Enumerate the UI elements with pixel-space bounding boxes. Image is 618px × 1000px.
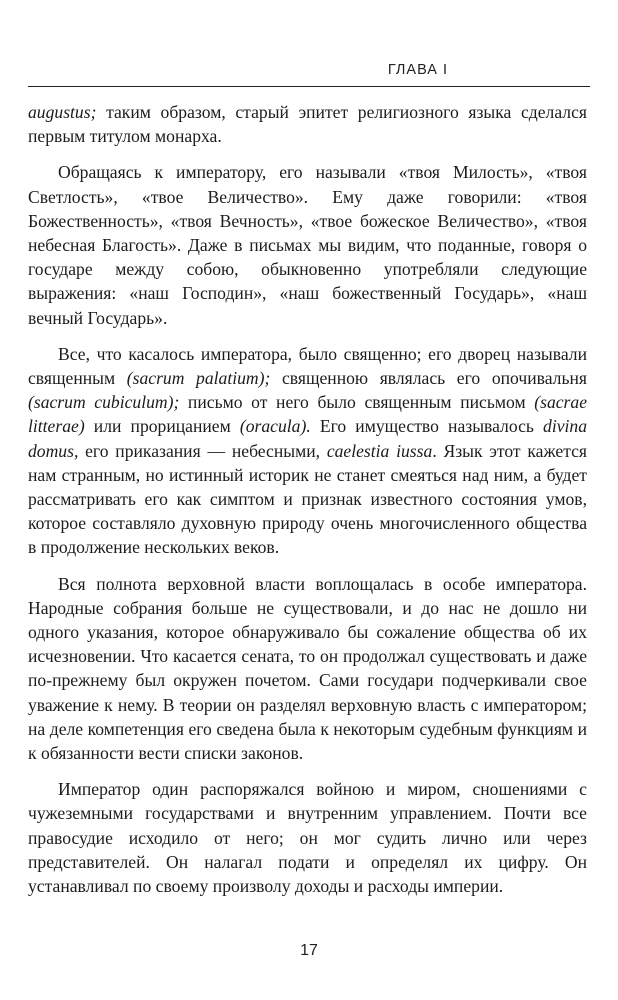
latin-term: (sacrum cubiculum); <box>28 392 180 413</box>
text-run: его приказания — небесными, <box>78 440 327 461</box>
text-run: Император один распоряжался войною и миром, сношениями с чужеземными государствами и внутренним управлением. Почти все правосудие исходило от него; он мог судить лично или через представителей. Он налагал подати и определял их цифру. Он устанавливал по своему произволу доходы и расходы империи. <box>28 779 587 897</box>
text-run: Вся полнота верховной власти воплощалась в особе императора. Народные собрания больше не существовали, и до нас не дошло ни одного указания, которое обнаруживало бы сожаление общества об их исчезновении. Что касается сената, то он продолжал существовать и даже по-прежнему был окружен почетом. Сами государи подчеркивали свое уважение к нему. В теории он разделял верховную власть с императором; на деле компетенция его сведена была к некоторым судебным функциям и к обязанности вести списки законов. <box>28 573 587 764</box>
latin-term: (sacrae litterae) <box>28 392 587 437</box>
paragraph <box>28 160 587 329</box>
text-run: Обращаясь к императору, его называли «твоя Милость», «твоя Светлость», «твое Величество». Ему даже говорили: «твоя Божественность», «твоя Вечность», «твое божеское Величество», «твоя небесная Благость». Даже в письмах мы видим, что поданные, говоря о государе между собою, обыкновенно употребляли следующие выражения: «наш Господин», «наш божественный Государь», «наш вечный Государь». <box>28 162 587 328</box>
text-run: . Язык этот кажется нам странным, но истинный историк не станет смеяться над ним, а будет рассматривать его как симптом и признак известного состояния умов, которое составляло духовную природу очень многочисленного общества в продолжение нескольких веков. <box>28 440 587 558</box>
header-rule <box>28 86 590 87</box>
paragraph <box>28 100 587 148</box>
text-run: или прорицанием <box>84 416 240 437</box>
latin-term: divina domus, <box>28 416 588 461</box>
page-body <box>28 100 587 898</box>
text-run: Все, что касалось императора, было священно; его дворец называли священным <box>28 343 587 389</box>
running-header: ГЛАВА I <box>387 62 448 78</box>
latin-term: (sacrum palatium); <box>126 368 271 389</box>
latin-term: (oracula). <box>239 416 311 437</box>
text-run: таким образом, старый эпитет религиозного языка сделался первым титулом монарха. <box>28 102 587 147</box>
text-run: Его имущество называлось <box>310 416 544 437</box>
text-run: письмо от него было священным письмом <box>179 392 535 413</box>
text-run: священною являлась его опочивальня <box>270 368 587 389</box>
latin-term: caelestia iussa <box>326 440 433 461</box>
paragraph <box>28 342 587 560</box>
page-number: 17 <box>300 942 318 959</box>
paragraph <box>28 777 587 898</box>
latin-term: augustus; <box>28 102 97 122</box>
paragraph <box>28 572 587 766</box>
